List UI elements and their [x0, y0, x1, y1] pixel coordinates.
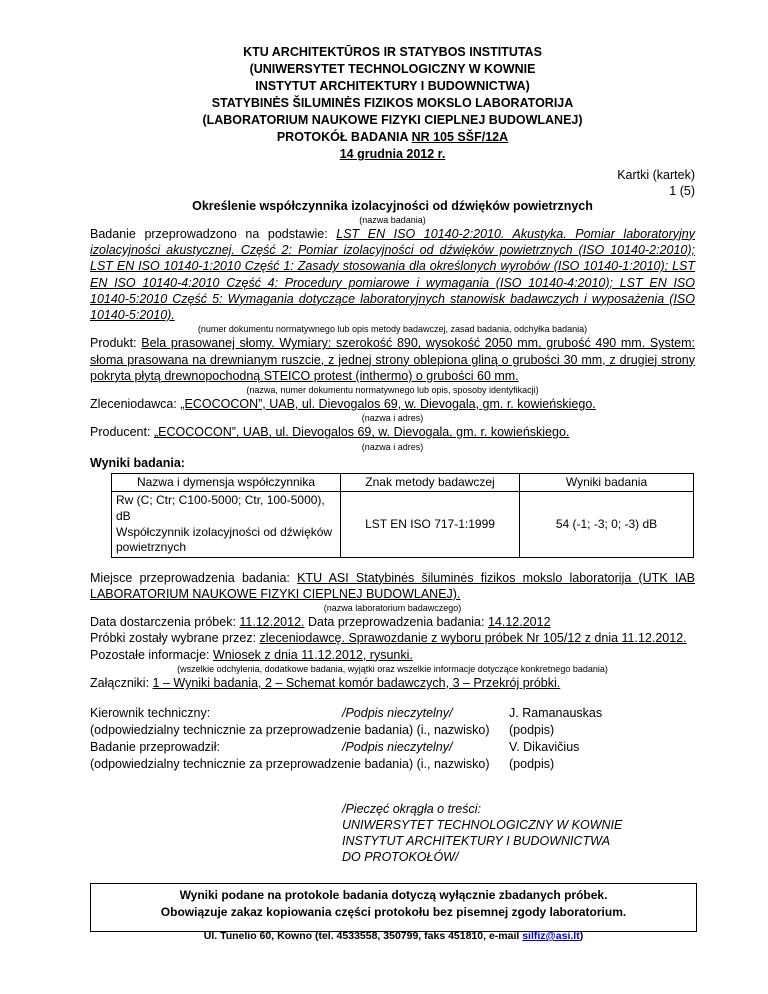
- sheet-label: Kartki (kartek): [617, 168, 695, 182]
- sig-technical-manager-name: J. Ramanauskas: [509, 706, 603, 721]
- protocol-prefix: PROTOKÓŁ BADANIA: [276, 130, 412, 144]
- test-place: [90, 570, 695, 603]
- delivery-date: 11.12.2012.: [239, 615, 305, 630]
- results-header-row: [112, 473, 694, 492]
- producer-text: „ECOCOCON”, UAB, ul. Dievogalos 69, w. Dievogala, gm. r. kowieńskiego.: [153, 425, 570, 440]
- sheet-count: [90, 167, 695, 200]
- protocol-number-line: [90, 129, 695, 146]
- other-text: Wniosek z dnia 11.12.2012, rysunki.: [212, 647, 413, 662]
- samples-text: zleceniodawcę. Sprawozdanie z wyboru próbek Nr 105/12 z dnia 11.12.2012.: [259, 631, 687, 646]
- samples-label: Próbki zostały wybrane przez:: [90, 631, 260, 646]
- sig-technical-manager-signature: /Podpis nieczytelny/: [342, 706, 453, 721]
- stamp-line-3: INSTYTUT ARCHITEKTURY I BUDOWNICTWA: [342, 834, 611, 849]
- sig-row2-name: (podpis): [509, 723, 555, 738]
- sig-technical-manager-label: Kierownik techniczny:: [90, 706, 211, 721]
- producer-line: [90, 424, 695, 440]
- results-col-name: Nazwa i dymensja współczynnika: [112, 473, 341, 492]
- results-cell-name: [112, 492, 341, 557]
- footer-notice-line-2: Obowiązuje zakaz kopiowania części protokołu bez pisemnej zgody laboratorium.: [160, 905, 627, 919]
- coefficient-symbol: Rw (C; Ctr; C100-5000; Ctr, 100-5000), dB: [116, 493, 325, 523]
- test-date-label: Data przeprowadzenia badania:: [304, 615, 488, 630]
- results-heading: Wyniki badania:: [90, 455, 185, 470]
- client-line: [90, 396, 695, 412]
- document-title: Określenie współczynnika izolacyjności od dźwięków powietrznych: [192, 198, 593, 213]
- email-link[interactable]: silfiz@asi.lt: [522, 930, 580, 942]
- address-text: Ul. Tunelio 60, Kowno (tel. 4533558, 350799, faks 451810, e-mail: [203, 930, 523, 942]
- protocol-number: NR 105 SŠF/12A: [411, 130, 509, 144]
- header-line-5: (LABORATORIUM NAUKOWE FIZYKI CIEPLNEJ BUDOWLANEJ): [202, 113, 583, 127]
- product-label: Produkt:: [90, 336, 142, 351]
- results-col-result: Wyniki badania: [520, 473, 694, 492]
- client-text: „ECOCOCON”, UAB, ul. Dievogalos 69, w. Dievogala, gm. r. kowieńskiego.: [180, 397, 596, 411]
- caption-producer: (nazwa i adres): [361, 441, 424, 452]
- caption-other: (wszelkie odchylenia, dodatkowe badania, wyjątki oraz wszelkie informacje dotyczące konkretnego badania): [177, 663, 608, 674]
- header-line-1: KTU ARCHITEKTŪROS IR STATYBOS INSTITUTAS: [243, 45, 542, 59]
- attachments-line: [90, 675, 695, 691]
- producer-label: Producent:: [90, 425, 154, 440]
- caption-lab: (nazwa laboratorium badawczego): [323, 603, 462, 614]
- header-line-2: (UNIWERSYTET TECHNOLOGICZNY W KOWNIE: [249, 62, 536, 76]
- test-basis: [90, 226, 695, 324]
- attachments-text: 1 – Wyniki badania, 2 – Schemat komór badawczych, 3 – Przekrój próbki.: [152, 675, 561, 690]
- protocol-date: 14 grudnia 2012 r.: [339, 147, 446, 161]
- caption-test-name: (nazwa badania): [359, 214, 426, 225]
- sig-tester-signature: /Podpis nieczytelny/: [342, 740, 453, 755]
- results-col-method: Znak metody badawczej: [341, 473, 520, 492]
- delivery-label: Data dostarczenia próbek:: [90, 615, 240, 630]
- header-line-4: STATYBINĖS ŠILUMINĖS FIZIKOS MOKSLO LABORATORIJA: [211, 96, 574, 110]
- footer-notice-box: [90, 883, 697, 932]
- sheet-value: 1 (5): [669, 184, 695, 199]
- sig-row2-label: (odpowiedzialny technicznie za przeprowadzenie badania) (i., nazwisko): [90, 723, 490, 738]
- results-cell-result: 54 (-1; -3; 0; -3) dB: [520, 492, 694, 557]
- product-text: Bela prasowanej słomy. Wymiary: szerokość 890, wysokość 2050 mm, grubość 490 mm. System: słoma prasowana na drewnianym ruszcie, z jednej strony oblepiona gliną o grubości 30 mm, z drugiej strony pokryta płytą drewnopochodną STEICO protest (inthermo) o grubości 60 mm.: [90, 336, 695, 383]
- place-label: Miejsce przeprowadzenia badania:: [90, 570, 298, 585]
- coefficient-name: Współczynnik izolacyjności od dźwięków powietrznych: [116, 524, 333, 555]
- product-description: [90, 335, 695, 384]
- stamp-line-2: UNIWERSYTET TECHNOLOGICZNY W KOWNIE: [342, 818, 623, 833]
- stamp-description: [342, 801, 695, 865]
- signature-block: [90, 705, 695, 777]
- footer-address: [90, 930, 697, 944]
- results-data-row: [112, 492, 694, 557]
- place-text: KTU ASI Statybinės šiluminės fizikos mokslo laboratorija (UTK IAB LABORATORIUM NAUKOWE FIZYKI CIEPLNEJ BUDOWLANEJ).: [90, 570, 695, 601]
- attachments-label: Załączniki:: [90, 675, 153, 690]
- results-cell-method: LST EN ISO 717-1:1999: [341, 492, 520, 557]
- sig-row4-name: (podpis): [509, 757, 555, 772]
- sig-row4-label: (odpowiedzialny technicznie za przeprowadzenie badania) (i., nazwisko): [90, 757, 490, 772]
- sig-tester-label: Badanie przeprowadził:: [90, 740, 220, 755]
- caption-normative: (numer dokumentu normatywnego lub opis metody badawczej, zasad badania, odchyłka badania): [197, 324, 588, 335]
- header-line-3: INSTYTUT ARCHITEKTURY I BUDOWNICTWA): [255, 79, 530, 93]
- client-label: Zleceniodawca:: [90, 397, 181, 411]
- address-close: ): [579, 930, 584, 942]
- protocol-page: [90, 44, 695, 865]
- other-info-line: [90, 647, 695, 663]
- basis-text: LST EN ISO 10140-2:2010. Akustyka. Pomiar laboratoryjny izolacyjności akustycznej. Część 2: Pomiar izolacyjności od dźwięków powietrznych (ISO 10140-2:2010); LST EN ISO 10140-1:2010 Część 1: Zasady stosowania dla określonych wyrobów (ISO 10140-1:2010); LST EN ISO 10140-4:2010 Część 4: Procedury pomiarowe i wymagania (ISO 10140-4:2010); LST EN ISO 10140-5:2010 Część 5: Wymagania dotyczące laboratoryjnych stanowisk badawczych i wyposażenia (ISO 10140-5:2010).: [90, 226, 695, 322]
- other-label: Pozostałe informacje:: [90, 647, 213, 662]
- sig-tester-name: V. Dikavičius: [509, 740, 580, 755]
- dates-line: [90, 614, 695, 630]
- footer-notice-line-1: Wyniki podane na protokole badania dotyczą wyłącznie zbadanych próbek.: [179, 888, 608, 902]
- document-header: [90, 44, 695, 163]
- basis-label: Badanie przeprowadzono na podstawie:: [90, 226, 337, 241]
- caption-client: (nazwa i adres): [361, 413, 424, 424]
- samples-line: [90, 630, 695, 646]
- stamp-line-1: /Pieczęć okrągła o treści:: [342, 802, 481, 817]
- results-table: [111, 473, 694, 558]
- stamp-line-4: DO PROTOKOŁÓW/: [342, 850, 459, 865]
- test-date: 14.12.2012: [487, 615, 551, 630]
- caption-product: (nazwa, numer dokumentu normatywnego lub opis, sposoby identyfikacji): [246, 385, 539, 395]
